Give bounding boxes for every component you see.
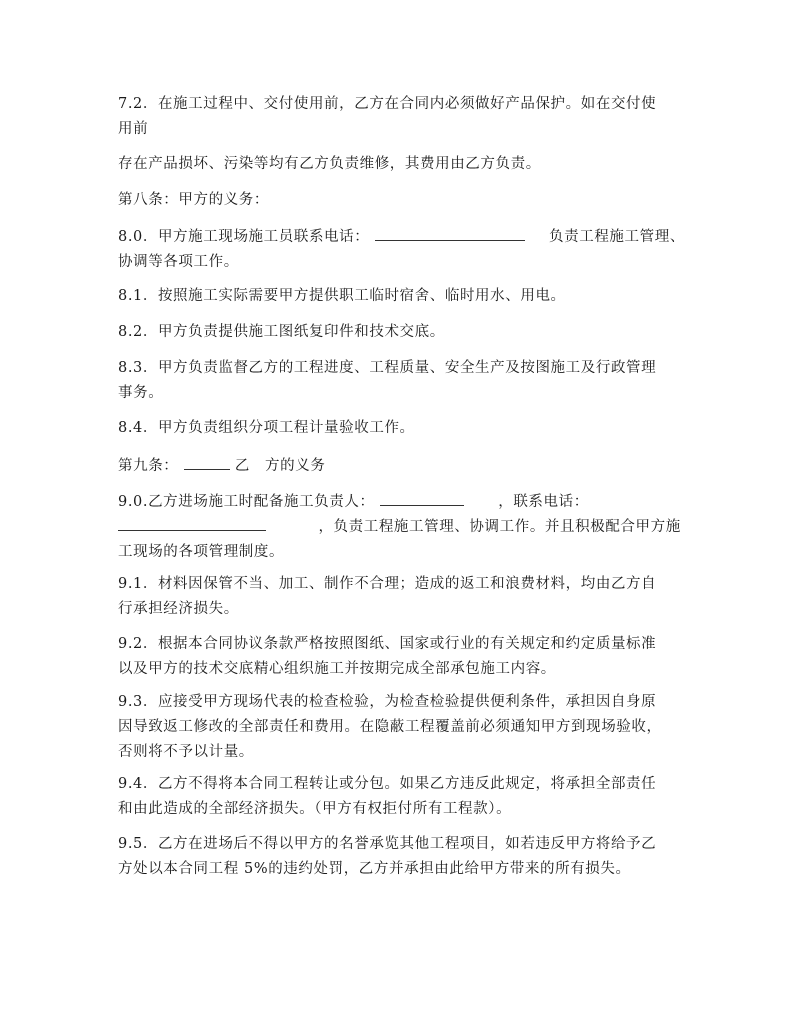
- party-blank: [184, 455, 230, 470]
- text-line: 用前: [118, 121, 149, 137]
- text-line: 8.2．甲方负责提供施工图纸复印件和技术交底。: [118, 324, 445, 340]
- text-line: 8.1．按照施工实际需要甲方提供职工临时宿舍、临时用水、用电。: [118, 288, 566, 304]
- text-line: [118, 454, 678, 479]
- clause-9-5: [118, 832, 678, 882]
- clause-7-2: [118, 92, 678, 142]
- clause-9-2: [118, 632, 678, 682]
- text-line: 存在产品损坏、污染等均有乙方负责维修，其费用由乙方负责。: [118, 156, 541, 172]
- text-line: 以及甲方的技术交底精心组织施工并按期完成全部承包施工内容。: [118, 661, 556, 677]
- text-line: 7.2．在施工过程中、交付使用前，乙方在合同内必须做好产品保护。如在交付使: [118, 96, 657, 112]
- phone-blank: [118, 516, 266, 531]
- clause-8-4: [118, 416, 678, 441]
- clause-8-0: [118, 225, 685, 275]
- text-line: 9.3．应接受甲方现场代表的检查检验，为检查检验提供便利条件，承担因自身原: [118, 694, 657, 710]
- text-line: 工现场的各项管理制度。: [118, 544, 285, 560]
- text-line: 第八条：甲方的义务：: [118, 192, 269, 208]
- clause-7-2-continued: [118, 152, 678, 177]
- text-line: 8.4．甲方负责组织分项工程计量验收工作。: [118, 420, 415, 436]
- text-line: 9.1．材料因保管不当、加工、制作不合理；造成的返工和浪费材料，均由乙方自: [118, 576, 657, 592]
- text-line: 和由此造成的全部经济损失。（甲方有权拒付所有工程款）。: [118, 801, 512, 817]
- text-line: 9.5．乙方在进场后不得以甲方的名誉承览其他工程项目，如若违反甲方将给予乙: [118, 836, 657, 852]
- text-segment: 第九条：: [118, 458, 179, 474]
- text-line: 事务。: [118, 385, 164, 401]
- clause-8-2: [118, 320, 678, 345]
- article-9-heading: [118, 454, 678, 479]
- text-segment: ，负责工程施工管理、协调工作。并且积极配合甲方施: [318, 519, 681, 535]
- text-segment: 8.0．甲方施工现场施工员联系电话：: [118, 229, 370, 245]
- text-segment: 乙 方的义务: [234, 458, 326, 474]
- text-line: 9.2．根据本合同协议条款严格按照图纸、国家或行业的有关规定和约定质量标准: [118, 636, 657, 652]
- clause-8-3: [118, 356, 678, 406]
- clause-9-3: [118, 690, 678, 765]
- phone-blank: [375, 226, 525, 241]
- responsible-person-blank: [380, 491, 464, 506]
- text-line: [118, 490, 678, 515]
- text-line: 9.4．乙方不得将本合同工程转让或分包。如果乙方违反此规定，将承担全部责任: [118, 776, 657, 792]
- text-line: 因导致返工修改的全部责任和费用。在隐蔽工程覆盖前必须通知甲方到现场验收，: [118, 719, 662, 735]
- text-line: 协调等各项工作。: [118, 254, 239, 270]
- text-line: 否则将不予以计量。: [118, 744, 254, 760]
- clause-9-0: [118, 490, 681, 565]
- text-line: 8.3．甲方负责监督乙方的工程进度、工程质量、安全生产及按图施工及行政管理: [118, 360, 657, 376]
- text-line: [118, 225, 685, 250]
- article-8-heading: [118, 188, 678, 213]
- clause-9-4: [118, 772, 678, 822]
- text-segment: 负责工程施工管理、: [549, 229, 685, 245]
- text-line: 行承担经济损失。: [118, 601, 239, 617]
- text-line: [118, 515, 681, 540]
- clause-8-1: [118, 284, 678, 309]
- text-segment: 9.0.乙方进场施工时配备施工负责人：: [118, 494, 375, 510]
- text-segment: ，联系电话：: [498, 494, 589, 510]
- text-line: 方处以本合同工程 5%的违约处罚，乙方并承担由此给甲方带来的所有损失。: [118, 861, 631, 877]
- clause-9-1: [118, 572, 678, 622]
